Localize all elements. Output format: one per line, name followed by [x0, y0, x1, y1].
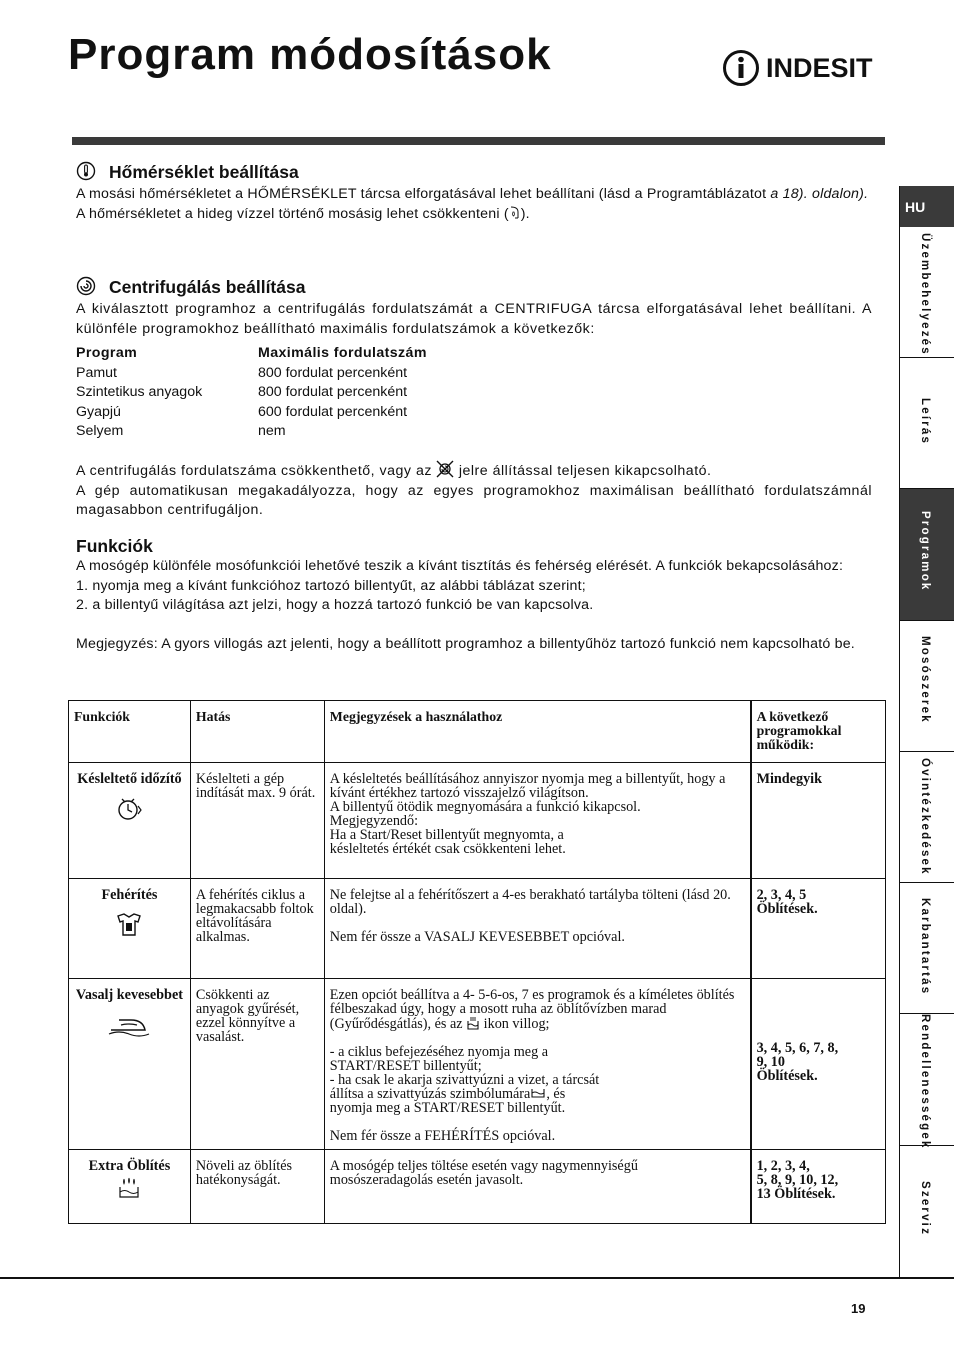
temperature-text-1: A mosási hőmérsékletet a HŐMÉRSÉKLET tárcsa elforgatásával lehet beállítani (lásd a Programtáblázatot a 18). oldalon).	[76, 186, 869, 202]
functions-section	[76, 536, 872, 655]
table-row	[69, 979, 886, 1150]
functions-table-header	[69, 701, 886, 763]
function-bleach: Fehérítés	[69, 879, 191, 979]
delay-timer-icon	[114, 796, 144, 822]
brand-logo	[722, 48, 873, 88]
effect-cell: Késlelteti a gép indítását max. 9 órát.	[190, 763, 324, 879]
easy-iron-steps: - a ciklus befejezéséhez nyomja meg a START/RESET billentyűt; - ha csak le akarja szivattyúzni a vizet, a tárcsát állítsa a szivattyúzás szimbólumára , és nyomja meg a START/RESET billentyűt.	[329, 1044, 600, 1116]
availability-cell: 3, 4, 5, 6, 7, 8, 9, 10 Öblítések.	[751, 979, 886, 1150]
header-rule	[72, 137, 885, 145]
drain-icon	[530, 1087, 546, 1099]
no-spin-icon	[436, 460, 454, 478]
function-easy-iron: Vasalj kevesebbet	[69, 979, 191, 1150]
table-row	[69, 879, 886, 979]
tab-precautions[interactable]: Óvintézkedések	[900, 752, 954, 883]
spin-notes	[76, 460, 872, 521]
temperature-text-2: A hőmérsékletet a hideg vízzel történő mosásig lehet csökkenteni ( ).	[76, 205, 530, 222]
col-header-availability: A következő programokkal működik:	[751, 701, 886, 763]
tab-service[interactable]: Szerviz	[919, 1181, 931, 1237]
indesit-i-icon	[722, 49, 760, 87]
section-tabs	[899, 186, 954, 1277]
spin-table-header: Program Maximális fordulatszám	[76, 345, 427, 361]
table-row	[69, 763, 886, 879]
tab-troubleshooting[interactable]: Rendellenességek	[900, 1014, 954, 1146]
extra-rinse-icon	[117, 1177, 141, 1199]
effect-cell: Növeli az öblítés hatékonyságát.	[190, 1150, 324, 1224]
spin-auto-text: A gép automatikusan megakadályozza, hogy az egyes programokhoz maximálisan beállítható fordulatszámnál magasabbon centrifugáljon.	[76, 482, 872, 518]
functions-intro: A mosógép különféle mosófunkciói lehetővé teszik a kívánt tisztítás és fehérség elérését. A funkciók bekapcsolásához:	[76, 558, 844, 574]
effect-cell: Csökkenti az anyagok gyűrését, ezzel könnyítve a vasalást.	[190, 979, 324, 1150]
anti-crease-icon	[466, 1016, 480, 1030]
table-row	[69, 1150, 886, 1224]
cold-water-icon	[509, 206, 521, 220]
functions-table	[68, 700, 886, 1224]
language-tab[interactable]: HU	[900, 186, 954, 227]
functions-heading: Funkciók	[76, 536, 153, 556]
col-header-notes: Megjegyzések a használathoz	[324, 701, 750, 763]
tab-programs[interactable]: Programok	[900, 489, 954, 621]
notes-cell: A késleltetés beállításához annyiszor nyomja meg a billentyűt, hogy a kívánt értékhez tartozó visszajelző világítson. A billentyű ötödik megnyomására a funkció kikapcsol. Megjegyzendő: Ha a Start/Reset billentyűt megnyomta, a késleltetés értékét csak csökkenteni lehet.	[324, 763, 750, 879]
footer-rule	[0, 1277, 954, 1279]
spin-table-row: Selyem nem	[76, 423, 286, 439]
spin-speed-table	[76, 344, 427, 442]
functions-step-2: 2. a billentyű világítása azt jelzi, hogy a hozzá tartozó funkció be van kapcsolva.	[76, 597, 594, 613]
availability-cell: 2, 3, 4, 5 Öblítések.	[751, 879, 886, 979]
temperature-section	[76, 161, 876, 224]
col-header-effect: Hatás	[190, 701, 324, 763]
tab-detergents[interactable]: Mosószerek	[900, 621, 954, 752]
spin-icon	[76, 276, 96, 296]
spin-table-row: Pamut 800 fordulat percenként	[76, 364, 408, 381]
spin-table-row: Gyapjú 600 fordulat percenként	[76, 403, 408, 420]
easy-iron-incompatible: Nem fér össze a FEHÉRÍTÉS opcióval.	[329, 1128, 556, 1144]
availability-cell: Mindegyik	[751, 763, 886, 879]
tab-maintenance[interactable]: Karbantartás	[900, 883, 954, 1014]
tab-installation[interactable]: Üzembehelyezés	[900, 227, 954, 358]
page-number: 19	[851, 1301, 866, 1316]
spin-heading: Centrifugálás beállítása	[76, 276, 872, 298]
thermometer-icon	[76, 161, 96, 181]
notes-cell: Ezen opciót beállítva a 4- 5-6-os, 7 es programok és a kíméletes öblítés félbeszakad úgy, hogy a mosott ruha az öblítővízben marad (Gyűrődésgátlás), és az ikon villog; - a ciklus befejezéséhez nyomja meg a START/RESET billentyűt; - ha csak le akarja szivattyúzni a vizet, a tárcsát állítsa a szivattyúzás szimbólumára , és nyomja meg a START/RESET billentyűt. Nem fér össze a FEHÉRÍTÉS opcióval.	[324, 979, 750, 1150]
temperature-heading: Hőmérséklet beállítása	[76, 161, 876, 183]
spin-off-text: A centrifugálás fordulatszáma csökkenthető, vagy az jelre állítással teljesen kikapcsolható.	[76, 460, 872, 482]
page-title: Program módosítások	[68, 30, 552, 79]
brand-name: INDESIT	[766, 52, 873, 83]
iron-icon	[107, 1012, 151, 1038]
spin-table-row: Szintetikus anyagok 800 fordulat percenként	[76, 384, 408, 400]
functions-note: Megjegyzés: A gyors villogás azt jelenti, hogy a beállított programhoz a billentyűhöz tartozó funkció nem kapcsolható be.	[76, 636, 855, 652]
bleach-icon	[115, 912, 143, 938]
notes-cell: A mosógép teljes töltése esetén vagy nagymennyiségű mosószeradagolás esetén javasolt.	[324, 1150, 750, 1224]
function-delay-timer: Késleltető időzítő	[69, 763, 191, 879]
functions-step-1: 1. nyomja meg a kívánt funkcióhoz tartozó billentyűt, az alábbi táblázat szerint;	[76, 577, 586, 594]
col-header-functions: Funkciók	[69, 701, 191, 763]
spin-intro: A kiválasztott programhoz a centrifugálás fordulatszámát a CENTRIFUGA tárcsa elforgatásával lehet beállítani. A különféle programokhoz beállítható maximális fordulatszámok a következők:	[76, 301, 872, 337]
effect-cell: A fehérítés ciklus a legmakacsabb foltok eltávolítására alkalmas.	[190, 879, 324, 979]
tab-description[interactable]: Leírás	[900, 358, 954, 489]
function-extra-rinse: Extra Öblítés	[69, 1150, 191, 1224]
notes-cell: Ne felejtse al a fehérítőszert a 4-es berakható tartályba tölteni (lásd 20. oldal). Nem fér össze a VASALJ KEVESEBBET opcióval.	[324, 879, 750, 979]
spin-section	[76, 276, 872, 339]
availability-cell: 1, 2, 3, 4, 5, 8, 9, 10, 12, 13 Öblítések.	[751, 1150, 886, 1224]
